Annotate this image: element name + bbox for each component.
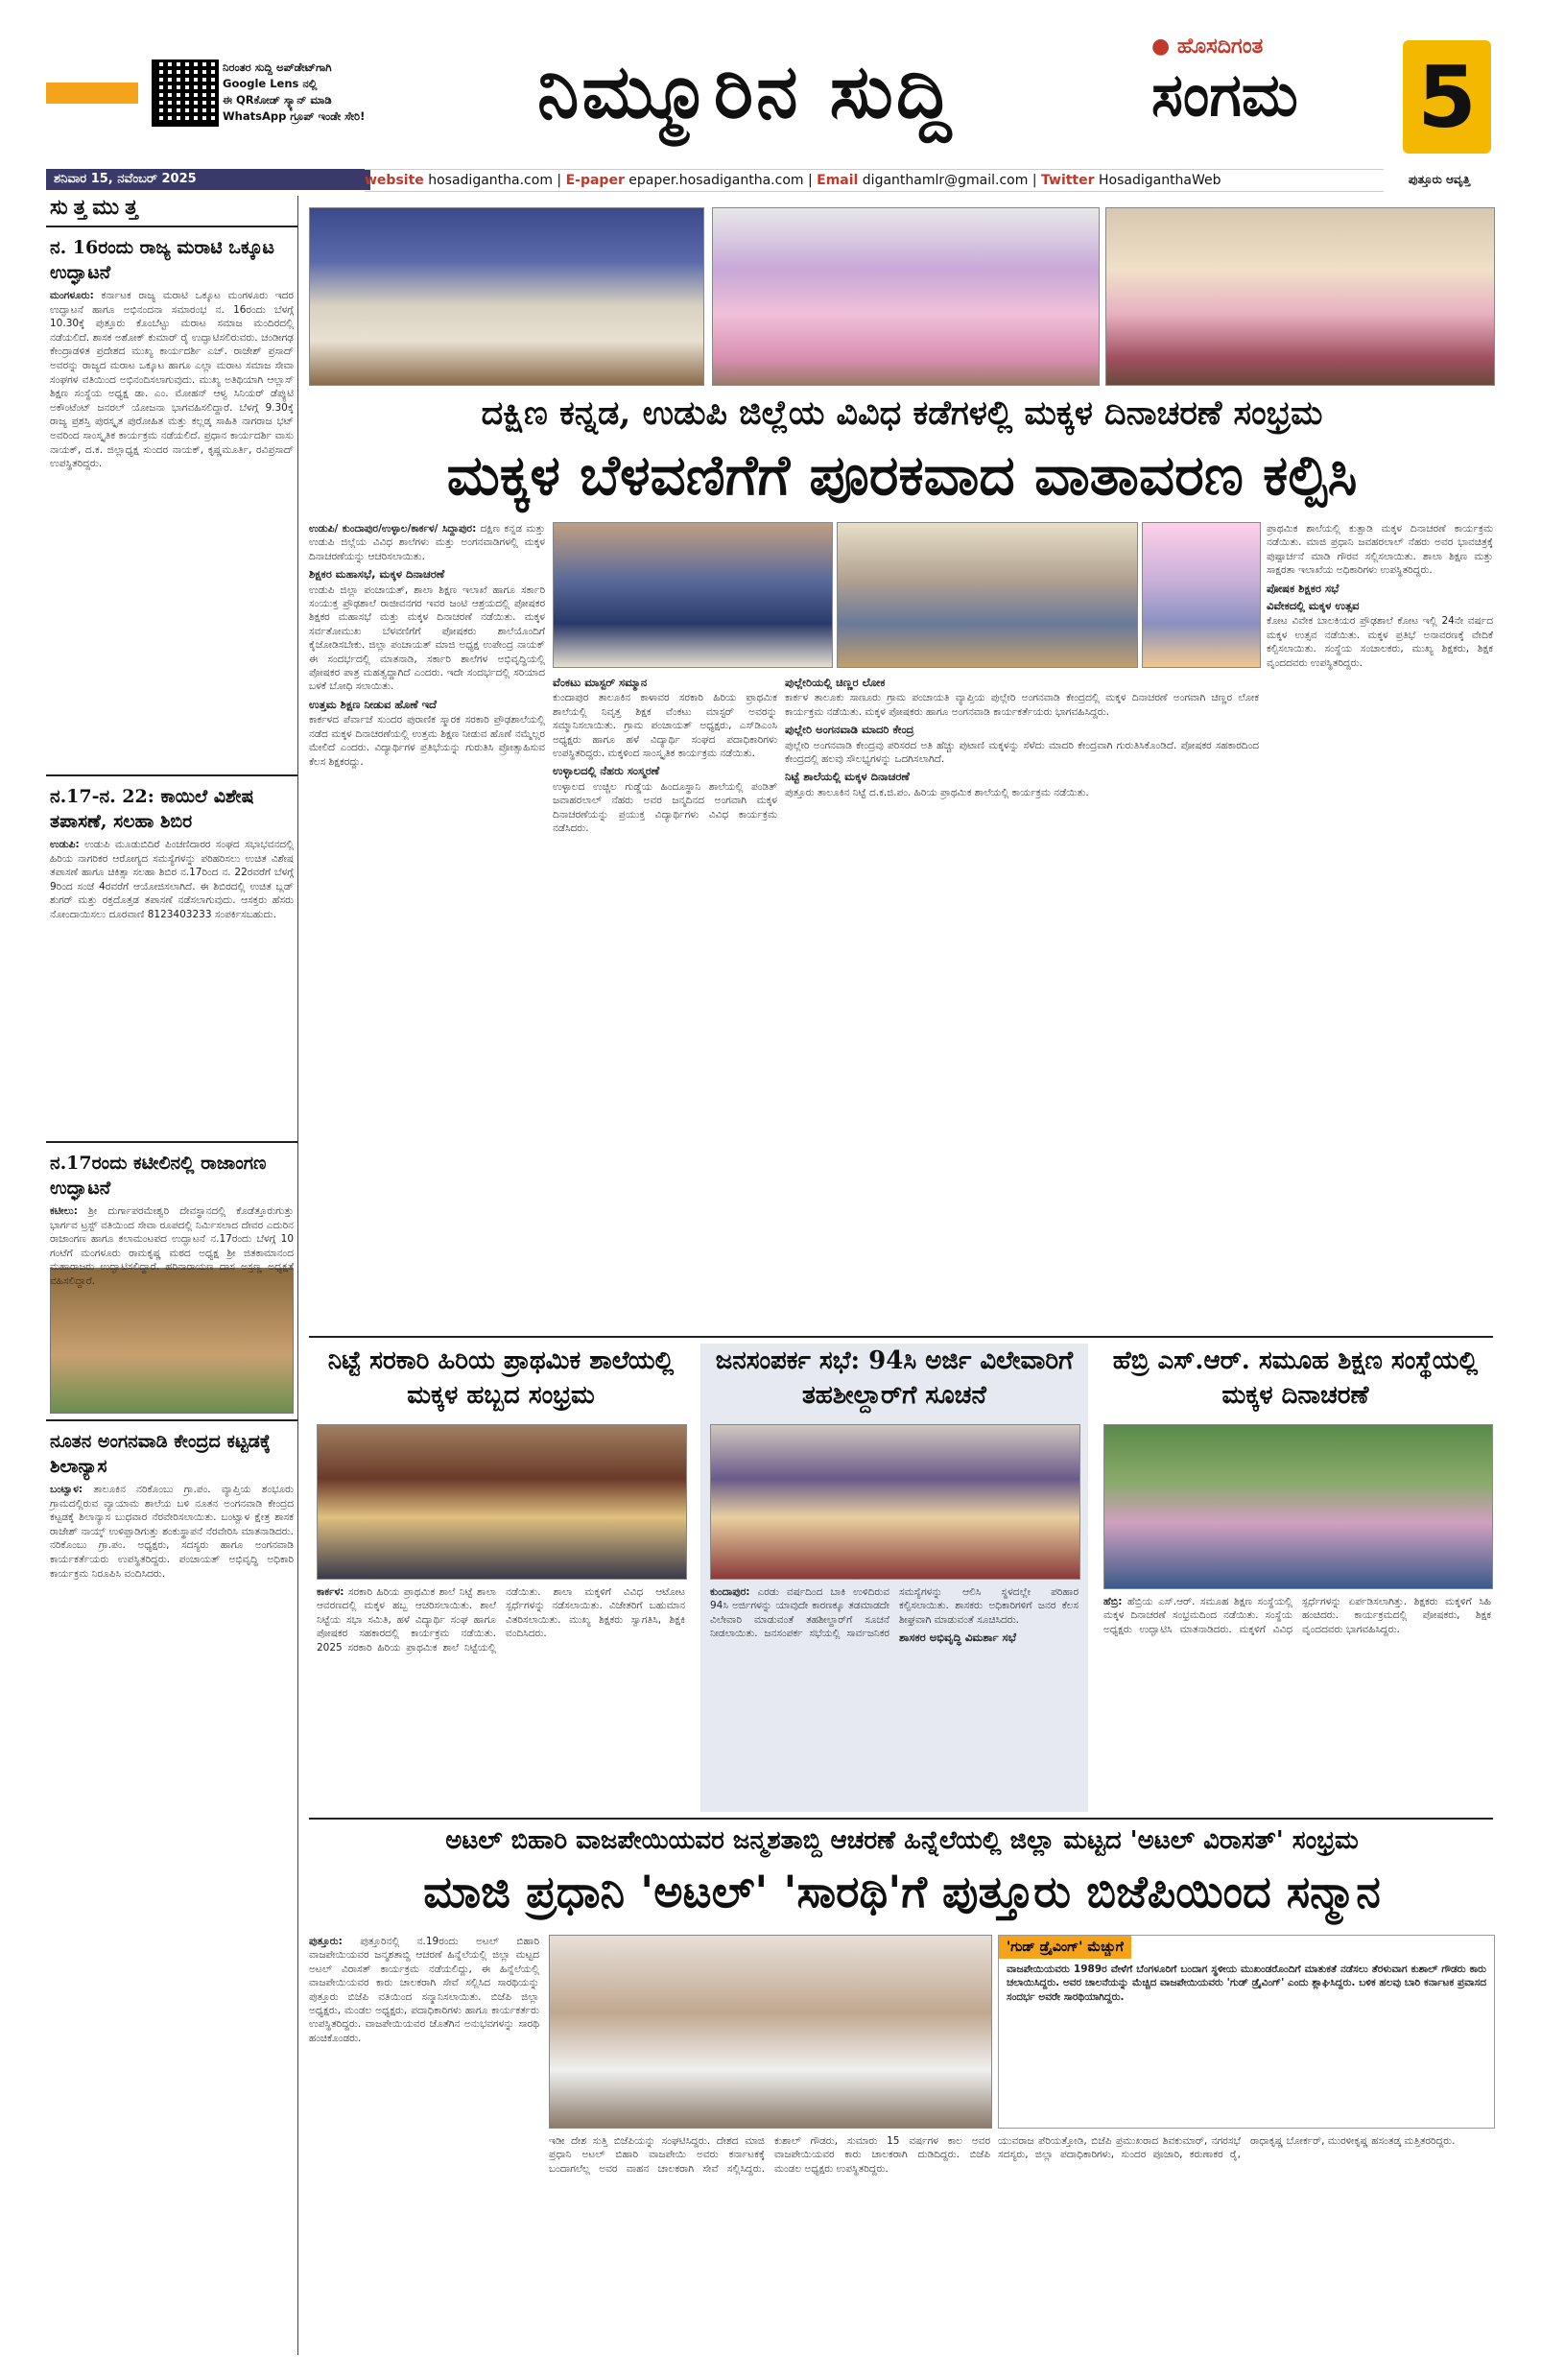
story-dateline: ಪುತ್ತೂರು: [309, 1936, 343, 1947]
email-link[interactable]: diganthamlr@gmail.com [862, 173, 1029, 188]
subhead: ಶಾಸಕರ ಅಭಿವೃದ್ಧಿ ವಿಮರ್ಶಾ ಸಭೆ [899, 1630, 1016, 1645]
website-link[interactable]: hosadigantha.com [428, 173, 553, 188]
divider [309, 1336, 1493, 1338]
story-dateline: ಉಡುಪಿ: [50, 839, 80, 850]
story-text: ಕೋಟ ವಿವೇಕ ಬಾಲಕಿಯರ ಪ್ರೌಢಶಾಲೆ ಕೋಟ ಇಲ್ಲಿ 24ನೇ ವರ್ಷದ ಮಕ್ಕಳ ಉತ್ಸವ ನಡೆಯಿತು. ಮಕ್ಕಳ ಪ್ರತಿಭೆ ಅನಾವರಣಕ್ಕೆ ವೇದಿಕೆ ಕಲ್ಪಿಸಲಾಯಿತು. ಸಂಸ್ಥೆಯ ಸಂಚಾಲಕರು, ಮುಖ್ಯ ಶಿಕ್ಷಕರು, ಶಿಕ್ಷಕ ವೃಂದದವರು ಉಪಸ್ಥಿತರಿದ್ದರು. [1267, 615, 1493, 669]
story-body [50, 1483, 294, 1982]
story-dateline: ಬಂಟ್ವಾಳ: [50, 1484, 83, 1495]
qr-caption-line: ಈ QRಕೋಡ್ ಸ್ಕ್ಯಾನ್ ಮಾಡಿ [223, 93, 332, 107]
divider [46, 226, 297, 227]
event-photo [317, 1424, 687, 1580]
story-body [549, 2134, 990, 2357]
story-text: ಪ್ರಾಥಮಿಕ ಶಾಲೆಯಲ್ಲಿ ಕುತ್ಪಾಡಿ ಮಕ್ಕಳ ದಿನಾಚರಣೆ ಕಾರ್ಯಕ್ರಮ ನಡೆಯಿತು. ಮಾಜಿ ಪ್ರಧಾನಿ ಜವಹರಲಾಲ್ ನೆಹರು ಅವರ ಭಾವಚಿತ್ರಕ್ಕೆ ಪುಷ್ಪಾರ್ಚನೆ ಮಾಡಿ ಗೌರವ ಸಲ್ಲಿಸಲಾಯಿತು. ಶಾಲಾ ಶಿಕ್ಷಣ ಮತ್ತು ಸಾಕ್ಷರತಾ ಇಲಾಖೆಯ ಅಧಿಕಾರಿಗಳು ಉಪಸ್ಥಿತರಿದ್ದರು. [1267, 523, 1493, 577]
subhead: ಪುಲ್ಲೇರಿ ಅಂಗನವಾಡಿ ಮಾದರಿ ಕೇಂದ್ರ [785, 723, 914, 737]
story-title[interactable]: ನೂತನ ಅಂಗನವಾಡಿ ಕೇಂದ್ರದ ಕಟ್ಟಡಕ್ಕೆ ಶಿಲಾನ್ಯಾಸ [50, 1431, 271, 1477]
left-column [46, 196, 298, 2355]
story-text: ಕಾರ್ಕಳ ತಾಲೂಕು ಸಾಣೂರು ಗ್ರಾಮ ಪಂಚಾಯತಿ ವ್ಯಾಪ್ತಿಯ ಪುಲ್ಲೇರಿ ಅಂಗನವಾಡಿ ಕೇಂದ್ರದಲ್ಲಿ ಮಕ್ಕಳ ದಿನಾಚರಣೆ ಅಂಗವಾಗಿ ಚಿಣ್ಣರ ಲೋಕ ಕಾರ್ಯಕ್ರಮ ನಡೆಯಿತು. ಮಕ್ಕಳ ಪೋಷಕರು ಹಾಗೂ ಅಂಗನವಾಡಿ ಕಾರ್ಯಕರ್ತೆಯರು ಭಾಗವಹಿಸಿದ್ದರು. [785, 692, 1259, 718]
story-text: ಉಡುಪಿ ಮೂಡುಬಿದಿರೆ ಪಿಂಚಣಿದಾರರ ಸಂಘದ ಸಭಾಭವನದಲ್ಲಿ ಹಿರಿಯ ನಾಗರಿಕರ ಆರೋಗ್ಯದ ಸಮಸ್ಯೆಗಳನ್ನು ಪರಿಹರಿಸಲು ಉಚಿತ ವಿಶೇಷ ತಪಾಸಣೆ ಹಾಗೂ ಚಿಕಿತ್ಸಾ ಸಲಹಾ ಶಿಬಿರ ನ.17ರಿಂದ ನ. 22ರವರೆಗೆ ಬೆಳಗ್ಗೆ 9ರಿಂದ ಸಂಜೆ 4ರವರೆಗೆ ಆಯೋಜಿಸಲಾಗಿದೆ. ಈ ಶಿಬಿರದಲ್ಲಿ ಉಚಿತ ಬ್ಲಡ್ ಶುಗರ್ ಮತ್ತು ರಕ್ತದೊತ್ತಡ ತಪಾಸಣೆ ನಡೆಸಲಾಗುವುದು. ಆಸಕ್ತರು ಹೆಸರು ನೋಂದಾಯಿಸಲು ದೂರವಾಣಿ 8123403233 ಸಂಪರ್ಕಿಸಬಹುದು. [50, 839, 295, 920]
website-label: website [365, 173, 424, 188]
story-text: ತಾಲೂಕಿನ ನರಿಕೊಂಬು ಗ್ರಾ.ಪಂ. ವ್ಯಾಪ್ತಿಯ ಶಂಭೂರು ಗ್ರಾಮದಲ್ಲಿರುವ ವ್ಯಾಯಾಮ ಶಾಲೆಯ ಬಳಿ ನೂತನ ಅಂಗನವಾಡಿ ಕೇಂದ್ರದ ಕಟ್ಟಡಕ್ಕೆ ಶಿಲಾನ್ಯಾಸ ಬುಧವಾರ ನೆರವೇರಿಸಲಾಯಿತು. ಬಂಟ್ವಾಳ ಕ್ಷೇತ್ರ ಶಾಸಕ ರಾಜೇಶ್ ನಾಯ್ಕ್ ಉಳಿಪ್ಪಾಡಿಗುತ್ತು ಶಂಕುಸ್ಥಾಪನೆ ನೆರವೇರಿಸಿ ಮಾತನಾಡಿದರು. ನರಿಕೊಂಬು ಗ್ರಾ.ಪಂ. ಅಧ್ಯಕ್ಷರು, ಸದಸ್ಯರು ಹಾಗೂ ಅಂಗನವಾಡಿ ಕಾರ್ಯಕರ್ತೆಯರು ಉಪಸ್ಥಿತರಿದ್ದರು. ಪಂಚಾಯತ್ ಅಭಿವೃದ್ಧಿ ಅಧಿಕಾರಿ ಕಾರ್ಯಕ್ರಮ ನಿರೂಪಿಸಿ ವಂದಿಸಿದರು. [50, 1484, 295, 1580]
page-number: 5 [1403, 40, 1491, 154]
page-title: ನಿಮ್ಮೂರಿನ ಸುದ್ದಿ [537, 48, 955, 135]
story-text: ಕಾರ್ಕಳದ ಪೆರ್ವಾಜೆ ಸುಂದರ ಪುರಾಣಿಕ ಸ್ಮಾರಕ ಸರಕಾರಿ ಪ್ರೌಢಶಾಲೆಯಲ್ಲಿ ನಡೆದ ಮಕ್ಕಳ ದಿನಾಚರಣೆಯಲ್ಲಿ ಉತ್ತಮ ಶಿಕ್ಷಣ ನೀಡುವ ಹೊಣೆ ನಮ್ಮೆಲ್ಲರ ಮೇಲಿದೆ ಎಂದರು. ವಿದ್ಯಾರ್ಥಿಗಳ ಪ್ರತಿಭೆಯನ್ನು ಗುರುತಿಸಿ ಪ್ರೋತ್ಸಾಹಿಸುವ ಕೆಲಸ ಶಿಕ್ಷಕರದ್ದು. [309, 714, 545, 768]
story-headline[interactable]: ನಿಟ್ಟೆ ಸರಕಾರಿ ಹಿರಿಯ ಪ್ರಾಥಮಿಕ ಶಾಲೆಯಲ್ಲಿ ಮಕ್ಕಳ ಹಬ್ಬದ ಸಂಭ್ರಮ [327, 1346, 675, 1410]
qr-caption-line: ನಿರಂತರ ಸುದ್ದಿ ಅಪ್‌ಡೇಟ್‌ಗಾಗಿ [223, 60, 332, 74]
edition-label: ಪುತ್ತೂರು ಆವೃತ್ತಿ [1408, 173, 1471, 186]
qr-caption [223, 60, 453, 125]
story-dateline: ಕುಂದಾಪುರ: [710, 1586, 750, 1598]
qr-code-icon[interactable] [152, 60, 219, 127]
story-title[interactable]: ನ. 16ರಂದು ರಾಜ್ಯ ಮರಾಟಿ ಒಕ್ಕೂಟ ಉದ್ಘಾಟನೆ [50, 237, 274, 283]
story-text: ಪುಲ್ಲೇರಿ ಅಂಗನವಾಡಿ ಕೇಂದ್ರವು ಪರಿಸರದ ಅತಿ ಹೆಚ್ಚು ಪುಟಾಣಿ ಮಕ್ಕಳನ್ನು ಸೆಳೆದು ಮಾದರಿ ಕೇಂದ್ರವಾಗಿ ಗುರುತಿಸಿಕೊಂಡಿದೆ. ಪೋಷಕರ ಸಹಕಾರದಿಂದ ಕೇಂದ್ರದಲ್ಲಿ ಹಲವು ಸೌಲಭ್ಯಗಳನ್ನು ಒದಗಿಸಲಾಗಿದೆ. [785, 739, 1259, 766]
lead-column-1 [309, 522, 545, 1328]
story-text: ಎರಡು ವರ್ಷದಿಂದ ಬಾಕಿ ಉಳಿದಿರುವ 94ಸಿ ಅರ್ಜಿಗಳನ್ನು ಯಾವುದೇ ಕಾರಣಕ್ಕೂ ತಡಮಾಡದೇ ವಿಲೇವಾರಿ ಮಾಡುವಂತೆ ತಹಶೀಲ್ದಾರ್‌ಗೆ ಸೂಚನೆ ನೀಡಲಾಯಿತು. ಜನಸಂಪರ್ಕ ಸಭೆಯಲ್ಲಿ ಸಾರ್ವಜನಿಕರ ಸಮಸ್ಯೆಗಳನ್ನು ಆಲಿಸಿ ಸ್ಥಳದಲ್ಲೇ ಪರಿಹಾರ ಕಲ್ಪಿಸಲಾಯಿತು. ಶಾಸಕರು ಅಧಿಕಾರಿಗಳಿಗೆ ಜನರ ಕೆಲಸ ಶೀಘ್ರವಾಗಿ ಮಾಡುವಂತೆ ಸೂಚಿಸಿದರು. [710, 1586, 1079, 1640]
story-text: ದಕ್ಷಿಣ ಕನ್ನಡ ಮತ್ತು ಉಡುಪಿ ಜಿಲ್ಲೆಯ ವಿವಿಧ ಶಾಲೆಗಳು ಮತ್ತು ಅಂಗನವಾಡಿಗಳಲ್ಲಿ ಮಕ್ಕಳ ದಿನಾಚರಣೆಯನ್ನು ಆಚರಿಸಲಾಯಿತು. [309, 523, 546, 562]
subhead: ಪುಲ್ಲೇರಿಯಲ್ಲಿ ಚಿಣ್ಣರ ಲೋಕ [785, 676, 886, 689]
brand-logo-text: ಹೊಸದಿಗಂತ [1176, 35, 1264, 59]
temple-photo [50, 1268, 294, 1414]
story-text: ಕರ್ನಾಟಕ ರಾಜ್ಯ ಮರಾಟಿ ಒಕ್ಕೂಟ ಮಂಗಳೂರು ಇದರ ಉದ್ಘಾಟನೆ ಹಾಗೂ ಅಭಿನಂದನಾ ಸಮಾರಂಭ ನ. 16ರಂದು ಬೆಳಗ್ಗೆ 10.30ಕ್ಕೆ ಪುತ್ತೂರು ಕೊಂಬೆಟ್ಟು ಮರಾಟ ಸಮಾಜ ಮಂದಿರದಲ್ಲಿ ನಡೆಯಲಿದೆ. ಶಾಸಕ ಅಶೋಕ್ ಕುಮಾರ್ ರೈ ಉದ್ಘಾಟಿಸಲಿರುವರು. ಚಂಡೀಗಢ ಕೇಂದ್ರಾಡಳಿತ ಪ್ರದೇಶದ ಮುಖ್ಯ ಕಾರ್ಯದರ್ಶಿ ಎಚ್. ರಾಜೇಶ್ ಪ್ರಸಾದ್ ಅವರನ್ನು ರಾಜ್ಯದ ಮರಾಟ ಒಕ್ಕೂಟ ಹಾಗೂ ಎಲ್ಲಾ ಮರಾಟ ಸಮಾಜ ಸೇವಾ ಸಂಘಗಳ ವತಿಯಿಂದ ಅಭಿನಂದಿಸಲಾಗುವುದು. ಮುಖ್ಯ ಅತಿಥಿಯಾಗಿ ಆಲ್ಲಾಸ್ ಶಿಕ್ಷಣ ಸಂಸ್ಥೆಯ ಅಧ್ಯಕ್ಷ ಡಾ. ಎಂ. ಮೋಹನ್ ಆಳ್ವ ಸಿನಿಯರ್ ಡೆಪ್ಯುಟಿ ಅಕೌಂಟೆಂಟ್ ಜನರಲ್ ಯೋಜನಾ ಭಾಗವಹಿಸಲಿದ್ದಾರೆ. ಬೆಳಗ್ಗೆ 9.30ಕ್ಕೆ ರಾಜ್ಯ ಪ್ರಶಸ್ತಿ ಪುರಸ್ಕೃತ ಪುರೋಹಿತ ಮತ್ತು ಕಲ್ಲಡ್ಕ ಸಾಹಿತಿ ನಾಗರಾಜ ಭಟ್ ಅವರಿಂದ ಸಾಂಸ್ಕೃತಿಕ ಕಾರ್ಯಕ್ರಮ ನಡೆಯಲಿದೆ. ಪ್ರಧಾನ ಕಾರ್ಯದರ್ಶಿ ವಾಸು ನಾಯಕ್, ದ.ಕ. ಜಿಲ್ಲಾಧ್ಯಕ್ಷ ಸುಂದರ ನಾಯಕ್, ಕೃಷ್ಣಮೂರ್ತಿ, ರವಿಪ್ರಸಾದ್ ಉಪಸ್ಥಿತರಿದ್ದರು. [50, 290, 294, 470]
lead-column-2 [553, 672, 777, 1328]
divider [46, 1141, 297, 1143]
story-body [317, 1585, 685, 1810]
qr-caption-line: WhatsApp ಗ್ರೂಪ್ ಇಂಡೇ ಸೇರಿ! [223, 109, 366, 123]
story-text: ಯುವರಾಜ ಪೆರಿಯತ್ತೋಡಿ, ಬಿಜೆಪಿ ಪ್ರಮುಖರಾದ ಶಿವಕುಮಾರ್, ನಗರಸಭೆ ಸದಸ್ಯರು, ಜಿಲ್ಲಾ ಪದಾಧಿಕಾರಿಗಳು, ಸುಂದರ ಪೂಜಾರಿ, ಕರುಣಾಕರ ರೈ, ರಾಧಾಕೃಷ್ಣ ಬೋರ್ಕರ್, ಮುರಳೀಕೃಷ್ಣ ಹಸಂತಡ್ಕ ಮತ್ತಿತರರಿದ್ದರು. [998, 2135, 1456, 2161]
divider [309, 1818, 1493, 1820]
sidebar-box [998, 1935, 1495, 2129]
masthead [0, 0, 1541, 173]
lead-headline[interactable]: ಮಕ್ಕಳ ಬೆಳವಣಿಗೆಗೆ ಪೂರಕವಾದ ವಾತಾವರಣ ಕಲ್ಪಿಸಿ [446, 442, 1358, 508]
lead-column-3 [785, 672, 1259, 1328]
story-text: ಸರಕಾರಿ ಹಿರಿಯ ಪ್ರಾಥಮಿಕ ಶಾಲೆ ನಿಟ್ಟೆ ಶಾಲಾ ಆವರಣದಲ್ಲಿ ಮಕ್ಕಳ ಹಬ್ಬ ಆಚರಿಸಲಾಯಿತು. ಶಾಲೆ ನಿಟ್ಟೆಯ ಸಭಾ ಸಮಿತಿ, ಹಳೆ ವಿದ್ಯಾರ್ಥಿ ಸಂಘ ಹಾಗೂ ಪೋಷಕರ ಸಹಕಾರದಲ್ಲಿ ಕಾರ್ಯಕ್ರಮ ನಡೆಯಿತು. 2025 ಸರಕಾರಿ ಹಿರಿಯ ಪ್ರಾಥಮಿಕ ಶಾಲೆ ನಿಟ್ಟೆಯಲ್ಲಿ ನಡೆಯಿತು. ಶಾಲಾ ಮಕ್ಕಳಿಗೆ ವಿವಿಧ ಆಟೋಟ ಸ್ಪರ್ಧೆಗಳನ್ನು ನಡೆಸಲಾಯಿತು. ವಿಜೇತರಿಗೆ ಬಹುಮಾನ ವಿತರಿಸಲಾಯಿತು. ಮುಖ್ಯ ಶಿಕ್ಷಕರು ಸ್ವಾಗತಿಸಿ, ಶಿಕ್ಷಕಿ ವಂದಿಸಿದರು. [317, 1586, 685, 1654]
divider [46, 774, 297, 776]
subhead: ಪೋಷಕ ಶಿಕ್ಷಕರ ಸಭೆ [1267, 581, 1339, 595]
story-headline[interactable]: ಹೆಬ್ರಿ ಎಸ್.ಆರ್. ಸಮೂಹ ಶಿಕ್ಷಣ ಸಂಸ್ಥೆಯಲ್ಲಿ ಮಕ್ಕಳ ದಿನಾಚರಣೆ [1112, 1346, 1479, 1410]
story-body [50, 838, 294, 1135]
bottom-headline[interactable]: ಮಾಜಿ ಪ್ರಧಾನಿ 'ಅಟಲ್' 'ಸಾರಥಿ'ಗೆ ಪುತ್ತೂರು ಬಿಜೆಪಿಯಿಂದ ಸನ್ಮಾನ [423, 1866, 1381, 1917]
event-photo [710, 1424, 1080, 1580]
story-dateline: ಕಟೀಲು: [50, 1205, 78, 1217]
event-photo [553, 522, 833, 668]
story-text: ಇಡೀ ದೇಶ ಸುತ್ತಿ ಬಿಜೆಪಿಯನ್ನು ಸಂಘಟಿಸಿದ್ದರು. ದೇಶದ ಮಾಜಿ ಪ್ರಧಾನಿ ಅಟಲ್ ಬಿಹಾರಿ ವಾಜಪೇಯಿ ಅವರು ಕರ್ನಾಟಕಕ್ಕೆ ಬಂದಾಗಲೆಲ್ಲ ಅವರ ವಾಹನ ಚಾಲಕರಾಗಿ ಸೇವೆ ಸಲ್ಲಿಸಿದ್ದರು. ಕುಶಾಲ್ ಗೌಡರು, ಸುಮಾರು 15 ವರ್ಷಗಳ ಕಾಲ ಅವರ ವಾಜಪೇಯಿಯವರ ಕಾರು ಚಾಲಕರಾಗಿ ದುಡಿದಿದ್ದರು. ಬಿಜೆಪಿ ಮಂಡಲ ಅಧ್ಯಕ್ಷರು ಉಪಸ್ಥಿತರಿದ್ದರು. [549, 2135, 990, 2175]
story-headline[interactable]: ಜನಸಂಪರ್ಕ ಸಭೆ: 94ಸಿ ಅರ್ಜಿ ವಿಲೇವಾರಿಗೆ ತಹಶೀಲ್ದಾರ್‌ಗೆ ಸೂಚನೆ [715, 1346, 1074, 1410]
story-title[interactable]: ನ.17ರಂದು ಕಟೀಲಿನಲ್ಲಿ ರಾಜಾಂಗಣ ಉದ್ಘಾಟನೆ [50, 1153, 267, 1199]
event-photo [1105, 207, 1495, 386]
event-photo [309, 207, 704, 386]
story-text: ಪುತ್ತೂರಿನಲ್ಲಿ ನ.19ರಂದು ಅಟಲ್ ಬಿಹಾರಿ ವಾಜಪೇಯಿಯವರ ಜನ್ಮಶತಾಬ್ದಿ ಆಚರಣೆ ಹಿನ್ನೆಲೆಯಲ್ಲಿ ಜಿಲ್ಲಾ ಮಟ್ಟದ ಅಟಲ್ ವಿರಾಸತ್ ಕಾರ್ಯಕ್ರಮ ನಡೆಯಲಿದ್ದು, ಈ ಹಿನ್ನೆಲೆಯಲ್ಲಿ ವಾಜಪೇಯಿಯವರ ಕಾರು ಚಾಲಕರಾಗಿ ಸೇವೆ ಸಲ್ಲಿಸಿದ ಸಾರಥಿಯನ್ನು ಪುತ್ತೂರು ಬಿಜೆಪಿ ವತಿಯಿಂದ ಸನ್ಮಾನಿಸಲಾಯಿತು. ಬಿಜೆಪಿ ಜಿಲ್ಲಾ ಅಧ್ಯಕ್ಷರು, ಮಂಡಲ ಅಧ್ಯಕ್ಷರು, ಪದಾಧಿಕಾರಿಗಳು ಹಾಗೂ ಕಾರ್ಯಕರ್ತರು ಉಪಸ್ಥಿತರಿದ್ದರು. ವಾಜಪೇಯಿಯವರ ಜೊತೆಗಿನ ಅನುಭವಗಳನ್ನು ಸಾರಥಿ ಹಂಚಿಕೊಂಡರು. [309, 1936, 539, 2044]
story-dateline: ಹೆಬ್ರಿ: [1103, 1596, 1123, 1607]
subhead: ಉಳ್ಳಾಲದಲ್ಲಿ ನೆಹರು ಸಂಸ್ಮರಣೆ [553, 764, 660, 778]
email-label: Email [817, 173, 859, 188]
sidebar-title: 'ಗುಡ್ ಡ್ರೈವಿಂಗ್' ಮೆಚ್ಚುಗೆ [999, 1936, 1131, 1959]
subhead: ವಿವೇಕದಲ್ಲಿ ಮಕ್ಕಳ ಉತ್ಸವ [1267, 599, 1360, 613]
story-body [50, 1204, 295, 1287]
story-body [309, 1935, 539, 2357]
qr-caption-line: Google Lens ನಲ್ಲಿ [223, 77, 318, 90]
honoree-photo [549, 1935, 992, 2129]
bottom-subheadline[interactable]: ಅಟಲ್ ಬಿಹಾರಿ ವಾಜಪೇಯಿಯವರ ಜನ್ಮಶತಾಬ್ದಿ ಆಚರಣೆ ಹಿನ್ನೆಲೆಯಲ್ಲಿ ಜಿಲ್ಲಾ ಮಟ್ಟದ 'ಅಟಲ್ ವಿರಾಸತ್' ಸಂಭ್ರಮ [445, 1826, 1359, 1855]
brand-logo: ಸಂಗಮ [1151, 60, 1298, 130]
sidebar-body: ವಾಜಪೇಯಿಯವರು 1989ರ ವೇಳೆಗೆ ಬೆಂಗಳೂರಿಗೆ ಬಂದಾಗ ಸ್ಥಳೀಯ ಮುಖಂಡರೊಂದಿಗೆ ಮಾತುಕತೆ ನಡೆಸಲು ತೆರಳುವಾಗ ಕುಶಾಲ್ ಗೌಡರು ಕಾರು ಚಲಾಯಿಸಿದ್ದರು. ಅವರ ಚಾಲನೆಯನ್ನು ಮೆಚ್ಚಿದ ವಾಜಪೇಯಿಯವರು 'ಗುಡ್ ಡ್ರೈವಿಂಗ್' ಎಂದು ಶ್ಲಾಘಿಸಿದ್ದರು. ಬಳಿಕ ಹಲವು ಬಾರಿ ಕರ್ನಾಟಕ ಪ್ರವಾಸದ ಸಂದರ್ಭ ಅವರೇ ಸಾರಥಿಯಾಗಿದ್ದರು. [1007, 1964, 1486, 2003]
story-dateline: ಕಾರ್ಕಳ: [317, 1586, 344, 1598]
event-photo [712, 207, 1100, 386]
brand-logo-top: ● ಹೊಸದಿಗಂತ [1151, 35, 1264, 59]
event-photo [837, 522, 1138, 668]
event-photo [1142, 522, 1261, 668]
story-text: ಹೆಬ್ರಿಯ ಎಸ್.ಆರ್. ಸಮೂಹ ಶಿಕ್ಷಣ ಸಂಸ್ಥೆಯಲ್ಲಿ ಮಕ್ಕಳ ದಿನಾಚರಣೆ ಸಂಭ್ರಮದಿಂದ ನಡೆಯಿತು. ಸಂಸ್ಥೆಯ ಅಧ್ಯಕ್ಷರು ಉದ್ಘಾಟಿಸಿ ಮಾತನಾಡಿದರು. ಮಕ್ಕಳಿಗೆ ವಿವಿಧ ಸ್ಪರ್ಧೆಗಳನ್ನು ಏರ್ಪಡಿಸಲಾಗಿತ್ತು. ಶಿಕ್ಷಕರು ಮಕ್ಕಳಿಗೆ ಸಿಹಿ ಹಂಚಿದರು. ಕಾರ್ಯಕ್ರಮದಲ್ಲಿ ಪೋಷಕರು, ಶಿಕ್ಷಕ ವೃಂದದವರು ಭಾಗವಹಿಸಿದ್ದರು. [1103, 1596, 1491, 1635]
story-text: ಕುಂದಾಪುರ ತಾಲೂಕಿನ ಕಾಳಾವರ ಸರಕಾರಿ ಹಿರಿಯ ಪ್ರಾಥಮಿಕ ಶಾಲೆಯಲ್ಲಿ ನಿವೃತ್ತ ಶಿಕ್ಷಕ ವೆಂಕಟು ಮಾಸ್ಟರ್ ಅವರನ್ನು ಸಮ್ಮಾನಿಸಲಾಯಿತು. ಗ್ರಾಮ ಪಂಚಾಯತ್ ಅಧ್ಯಕ್ಷರು, ಎಸ್‌ಡಿಎಂಸಿ ಅಧ್ಯಕ್ಷರು ಹಾಗೂ ಹಳೆ ವಿದ್ಯಾರ್ಥಿ ಸಂಘದ ಪದಾಧಿಕಾರಿಗಳು ಉಪಸ್ಥಿತರಿದ್ದರು. ಮಕ್ಕಳಿಂದ ಸಾಂಸ್ಕೃತಿಕ ಕಾರ್ಯಕ್ರಮ ನಡೆಯಿತು. [553, 692, 777, 760]
masthead-accent-bar [46, 83, 138, 104]
subhead: ಉತ್ತಮ ಶಿಕ್ಷಣ ನೀಡುವ ಹೊಣೆ ಇದೆ [309, 697, 437, 711]
story-dateline: ಮಂಗಳೂರು: [50, 290, 94, 301]
dateline: ಶನಿವಾರ 15, ನವೆಂಬರ್ 2025 [46, 169, 370, 190]
story-dateline: ಉಡುಪಿ/ ಕುಂದಾಪುರ/ಉಳ್ಳಾಲ/ಕಾರ್ಕಳ/ ಸಿದ್ದಾಪುರ: [309, 523, 477, 535]
epaper-label: E-paper [565, 173, 625, 188]
lead-column-4 [1267, 522, 1493, 1328]
epaper-link[interactable]: epaper.hosadigantha.com [628, 173, 804, 188]
story-text: ಶ್ರೀ ದುರ್ಗಾಪರಮೇಶ್ವರಿ ದೇವಸ್ಥಾನದಲ್ಲಿ ಕೊಡೆತ್ತೂರುಗುತ್ತು ಭಾರ್ಗವ ಟ್ರಸ್ಟ್ ವತಿಯಿಂದ ಸೇವಾ ರೂಪದಲ್ಲಿ ನಿರ್ಮಿಸಲಾದ ದೇವರ ಎದುರಿನ ರಾಜಾಂಗಣ ಹಾಗೂ ಕಲಾಮಂಟಪದ ಉದ್ಘಾಟನೆ ನ.17ರಂದು ಬೆಳಗ್ಗೆ 10 ಗಂಟೆಗೆ ಮಂಗಳೂರು ರಾಮಕೃಷ್ಣ ಮಠದ ಅಧ್ಯಕ್ಷ ಶ್ರೀ ಜಿತಕಾಮಾನಂದ ಮಹಾರಾಜರು ಉದ್ಘಾಟಿಸಲಿದ್ದಾರೆ. ಹರಿನಾರಾಯಣ ದಾಸ ಅಸ್ರಣ್ಣ ಅಧ್ಯಕ್ಷತೆ ವಹಿಸಲಿದ್ದಾರೆ. [50, 1205, 295, 1287]
lead-subheadline[interactable]: ದಕ್ಷಿಣ ಕನ್ನಡ, ಉಡುಪಿ ಜಿಲ್ಲೆಯ ವಿವಿಧ ಕಡೆಗಳಲ್ಲಿ ಮಕ್ಕಳ ದಿನಾಚರಣೆ ಸಂಭ್ರಮ [481, 393, 1323, 433]
event-photo [1103, 1424, 1493, 1589]
story-title[interactable]: ನ.17-ನ. 22: ಕಾಯಿಲೆ ವಿಶೇಷ ತಪಾಸಣೆ, ಸಲಹಾ ಶಿಬಿರ [50, 786, 254, 832]
story-body [998, 2134, 1493, 2357]
subhead: ನಿಟ್ಟೆ ಶಾಲೆಯಲ್ಲಿ ಮಕ್ಕಳ ದಿನಾಚರಣೆ [785, 770, 910, 784]
story-text: ಪುತ್ತೂರು ತಾಲೂಕಿನ ನಿಟ್ಟೆ ದ.ಕ.ಜಿ.ಪಂ. ಹಿರಿಯ ಪ್ರಾಥಮಿಕ ಶಾಲೆಯಲ್ಲಿ ಕಾರ್ಯಕ್ರಮ ನಡೆಯಿತು. [785, 786, 1089, 798]
story-body [710, 1585, 1079, 1810]
story-text: ಉಡುಪಿ ಜಿಲ್ಲಾ ಪಂಚಾಯತ್, ಶಾಲಾ ಶಿಕ್ಷಣ ಇಲಾಖೆ ಹಾಗೂ ಸರ್ಕಾರಿ ಸಂಯುಕ್ತ ಪ್ರೌಢಶಾಲೆ ರಾಜೀವನಗರ ಇವರ ಜಂಟಿ ಆಶ್ರಯದಲ್ಲಿ ಪೋಷಕರ ಶಿಕ್ಷಕರ ಮಹಾಸಭೆ ಮತ್ತು ಮಕ್ಕಳ ದಿನಾಚರಣೆ ನಡೆಯಿತು. ಮಕ್ಕಳ ಸರ್ವತೋಮುಖ ಬೆಳವಣಿಗೆಗೆ ಪೋಷಕರು ಶಾಲೆಯೊಂದಿಗೆ ಕೈಜೋಡಿಸಬೇಕು. ಜಿಲ್ಲಾ ಪಂಚಾಯತ್ ಮಾಜಿ ಅಧ್ಯಕ್ಷ ಉಪೇಂದ್ರ ನಾಯಕ್ ಈ ಸಂದರ್ಭದಲ್ಲಿ ಮಾತನಾಡಿ, ಸರ್ಕಾರಿ ಶಾಲೆಗಳ ಅಭಿವೃದ್ಧಿಯಲ್ಲಿ ಪೋಷಕರ ಪಾತ್ರ ಮಹತ್ವದ್ದಾಗಿದೆ ಎಂದರು. ಇದೇ ಸಂದರ್ಭದಲ್ಲಿ ಸರಿಯಾದ ಬಳಕೆ ಬೋಧಿ ಸಲಾಯಿತು. [309, 583, 545, 693]
story-text: ಉಳ್ಳಾಲದ ಉಚ್ಚಿಲ ಗುಡ್ಡೆಯ ಹಿಂದೂಸ್ಥಾನಿ ಶಾಲೆಯಲ್ಲಿ ಪಂಡಿತ್ ಜವಾಹರಲಾಲ್ ನೆಹರು ಅವರ ಜನ್ಮದಿನದ ಅಂಗವಾಗಿ ಮಕ್ಕಳ ದಿನಾಚರಣೆಯನ್ನು ಪ್ರಯುಕ್ತ ವಿದ್ಯಾರ್ಥಿಗಳು ವಿವಿಧ ಕಾರ್ಯಕ್ರಮ ನಡೆಸಿದರು. [553, 780, 777, 835]
story-body [50, 289, 294, 769]
subhead: ಶಿಕ್ಷಕರ ಮಹಾಸಭೆ, ಮಕ್ಕಳ ದಿನಾಚರಣೆ [309, 567, 445, 582]
twitter-link[interactable]: HosadiganthaWeb [1098, 173, 1221, 188]
story-body [1103, 1595, 1491, 1810]
section-header: ಸುತ್ತಮುತ್ತ [50, 196, 144, 220]
subhead: ವೆಂಕಟು ಮಾಸ್ಟರ್ ಸಮ್ಮಾನ [553, 676, 648, 689]
twitter-label: Twitter [1041, 173, 1095, 188]
divider [46, 1419, 297, 1421]
contact-strip: website hosadigantha.com | E-paper epaper.hosadigantha.com | Email diganthamlr@gmail.com | Twitter HosadiganthaWeb [365, 169, 1384, 192]
